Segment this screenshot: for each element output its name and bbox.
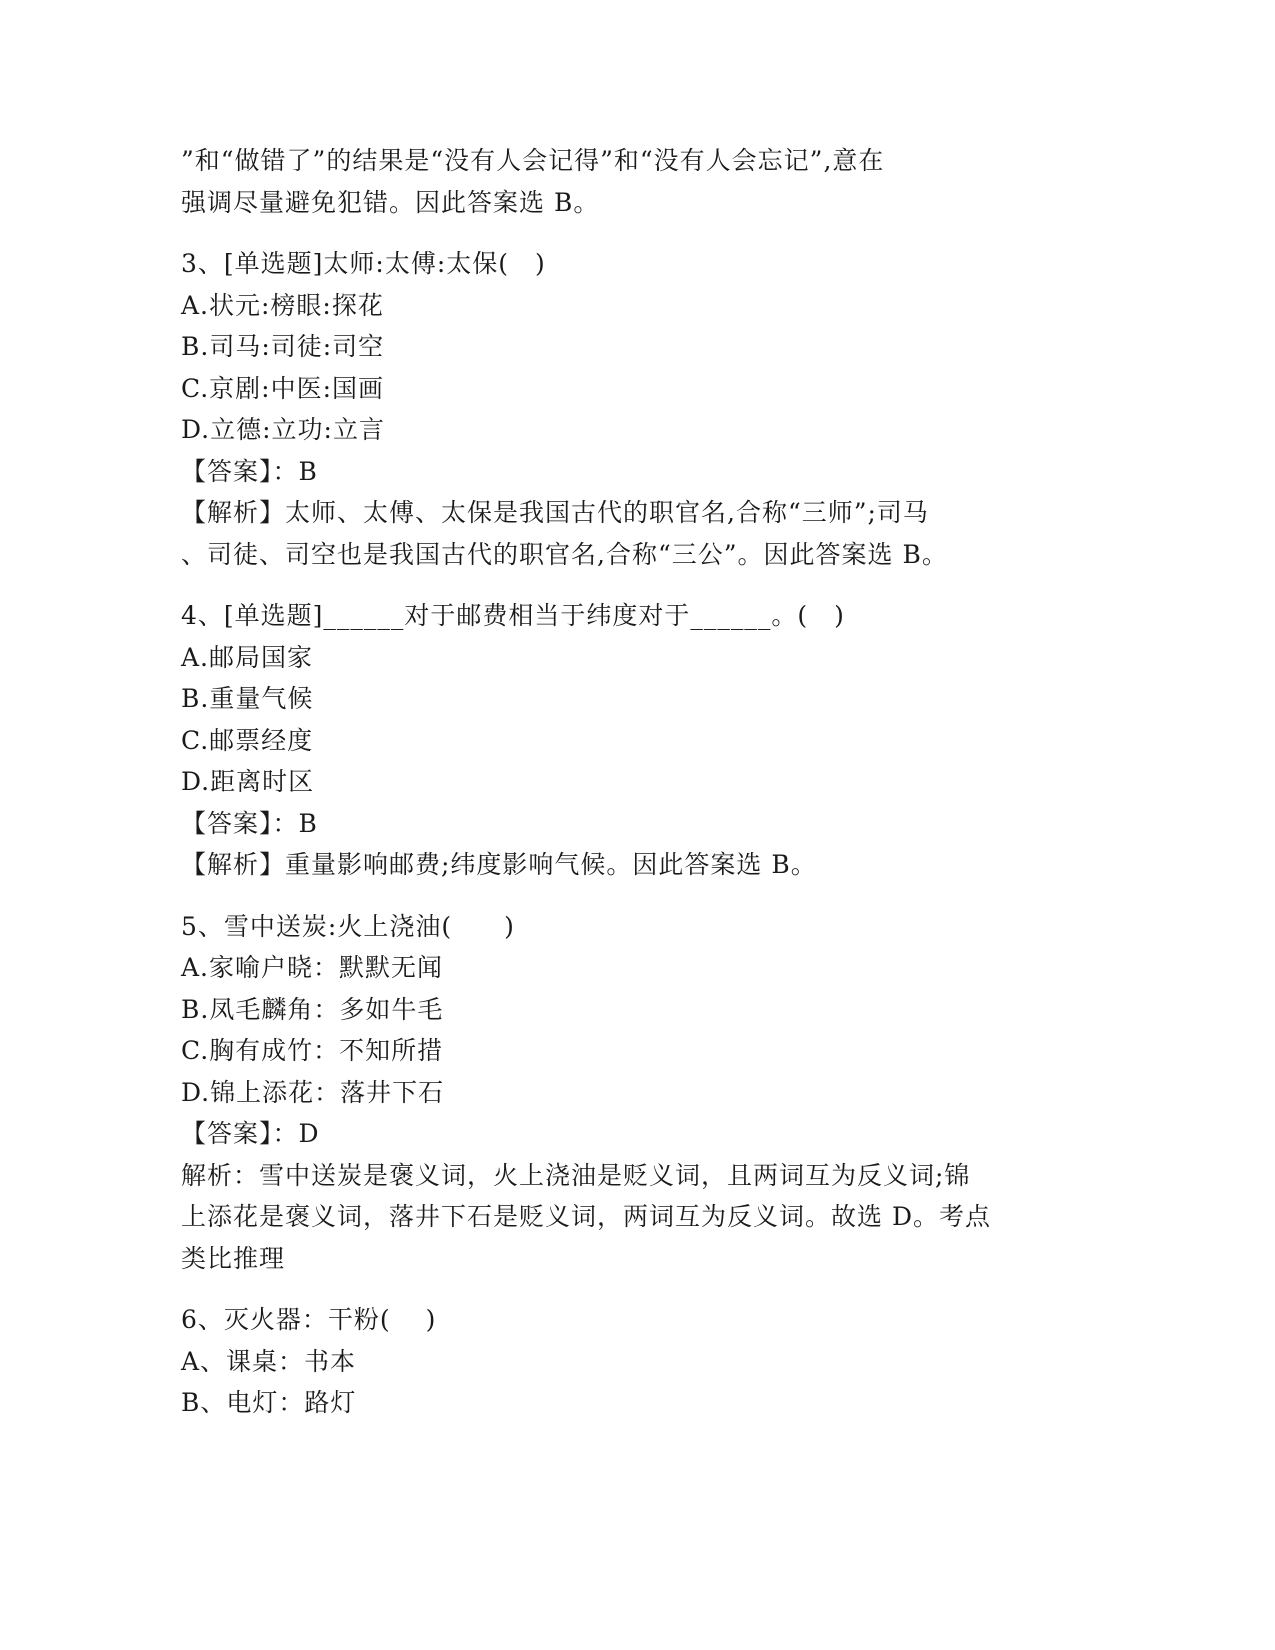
option-b: B.凤毛麟角：多如牛毛 xyxy=(181,994,444,1024)
question-stem: 3、[单选题]太师:太傅:太保( ) xyxy=(181,249,546,278)
answer-line: 【答案】：B xyxy=(181,456,318,486)
intro-line: 强调尽量避免犯错。因此答案选 B。 xyxy=(181,187,600,217)
question-stem: 6、灭火器：干粉( ) xyxy=(181,1305,437,1334)
option-b: B.重量气候 xyxy=(181,684,314,713)
option-a: A、课桌：书本 xyxy=(181,1346,357,1376)
question-stem: 5、雪中送炭:火上浇油( ) xyxy=(181,911,515,941)
analysis-line: 、司徒、司空也是我国古代的职官名,合称“三公”。因此答案选 B。 xyxy=(181,539,948,569)
option-a: A.家喻户晓：默默无闻 xyxy=(181,953,444,982)
document-page xyxy=(181,140,1061,1424)
option-c: C.京剧:中医:国画 xyxy=(181,373,385,403)
question-3 xyxy=(181,243,1061,575)
analysis-line: 上添花是褒义词，落井下石是贬义词，两词互为反义词。故选 D。考点 xyxy=(181,1202,991,1231)
option-c: C.邮票经度 xyxy=(181,725,314,755)
analysis-line: 【解析】太师、太傅、太保是我国古代的职官名,合称“三师”;司马 xyxy=(181,498,929,527)
option-c: C.胸有成竹：不知所措 xyxy=(181,1036,444,1065)
intro-block xyxy=(181,140,1061,223)
option-d: D.立德:立功:立言 xyxy=(181,415,385,444)
analysis-line: 解析：雪中送炭是褒义词，火上浇油是贬义词，且两词互为反义词;锦 xyxy=(181,1160,971,1190)
answer-line: 【答案】：D xyxy=(181,1119,320,1148)
question-6 xyxy=(181,1299,1061,1424)
question-5 xyxy=(181,906,1061,1280)
analysis-line: 类比推理 xyxy=(181,1243,286,1273)
question-4 xyxy=(181,595,1061,886)
question-stem: 4、[单选题]______对于邮费相当于纬度对于______。( ) xyxy=(181,601,845,630)
option-a: A.状元:榜眼:探花 xyxy=(181,290,384,320)
option-b: B、电灯：路灯 xyxy=(181,1388,357,1417)
option-b: B.司马:司徒:司空 xyxy=(181,332,385,361)
analysis-line: 【解析】重量影响邮费;纬度影响气候。因此答案选 B。 xyxy=(181,850,817,879)
answer-line: 【答案】：B xyxy=(181,808,318,838)
option-d: D.距离时区 xyxy=(181,767,315,796)
option-d: D.锦上添花：落井下石 xyxy=(181,1077,445,1107)
option-a: A.邮局国家 xyxy=(181,642,314,672)
intro-line: ”和“做错了”的结果是“没有人会记得”和“没有人会忘记”,意在 xyxy=(181,146,885,175)
